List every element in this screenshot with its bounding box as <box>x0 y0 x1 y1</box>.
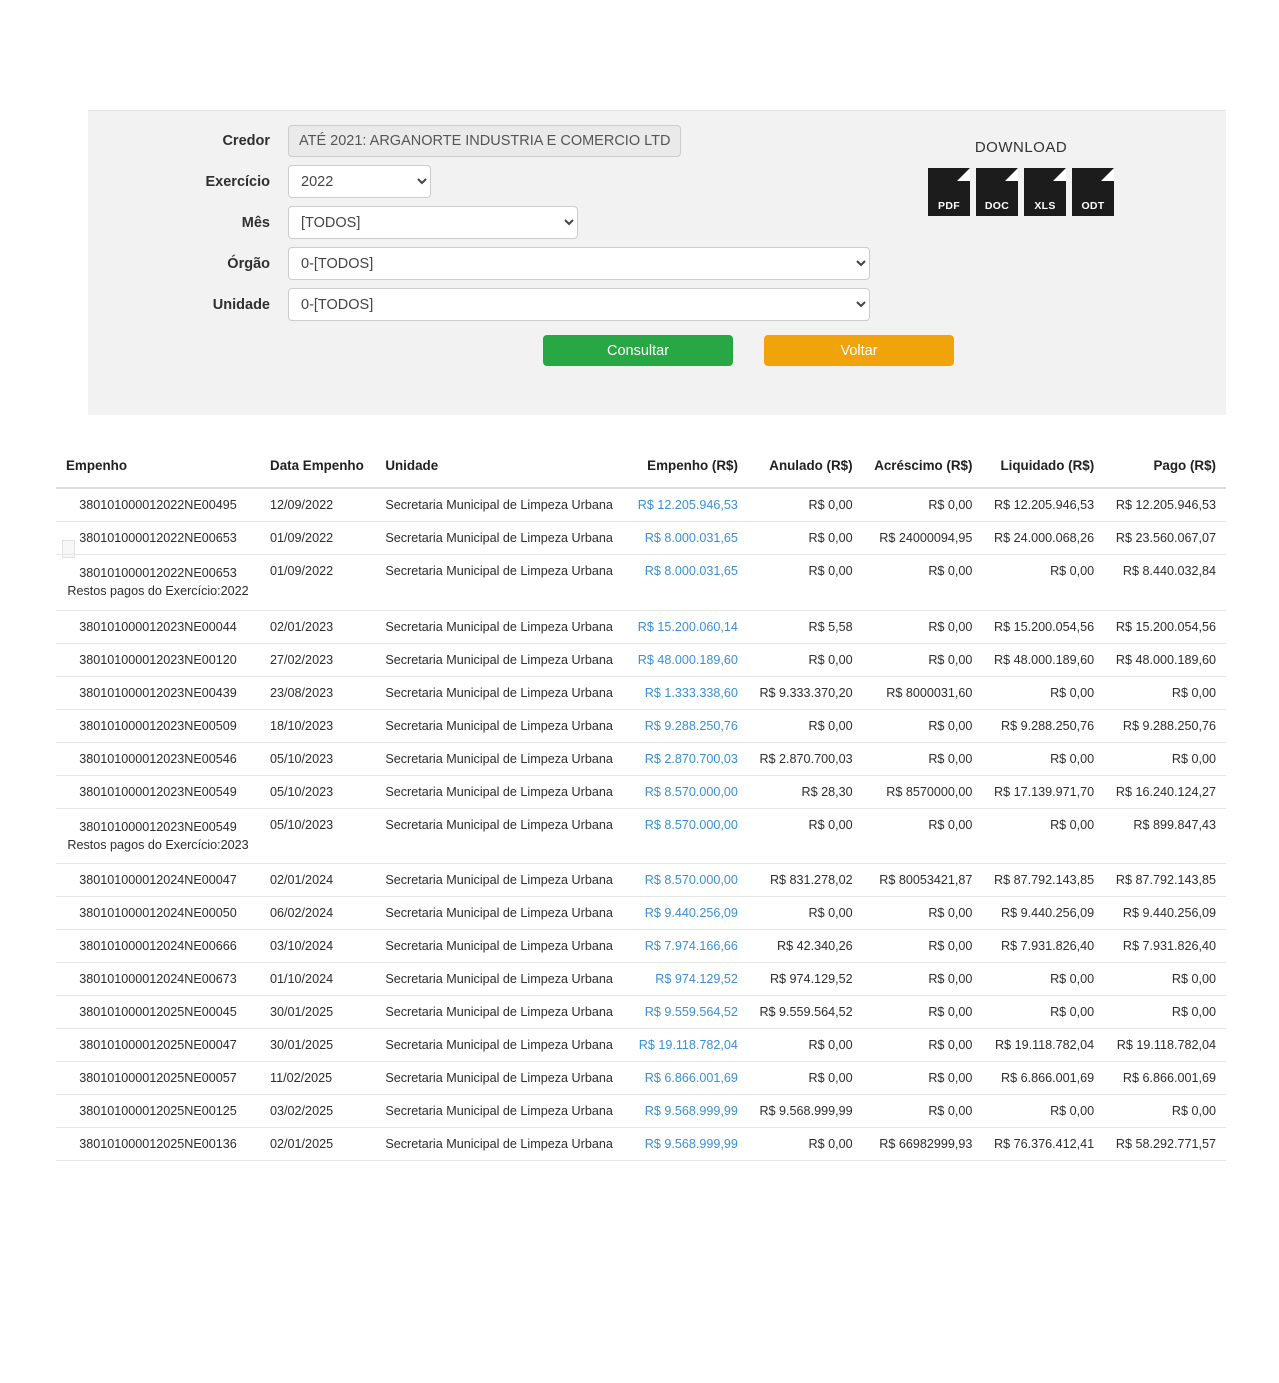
cell-data-empenho: 12/09/2022 <box>260 488 375 522</box>
table-row <box>56 488 1226 522</box>
cell-empenho: 380101000012025NE00136 <box>56 1128 260 1161</box>
cell-acrescimo: R$ 0,00 <box>863 488 983 522</box>
cell-anulado: R$ 0,00 <box>748 522 863 555</box>
cell-empenho: 380101000012023NE00546 <box>56 742 260 775</box>
cell-liquidado: R$ 19.118.782,04 <box>982 1029 1104 1062</box>
cell-data-empenho: 27/02/2023 <box>260 643 375 676</box>
pdf-file-icon[interactable] <box>928 168 970 216</box>
cell-liquidado: R$ 7.931.826,40 <box>982 930 1104 963</box>
cell-empenho-valor[interactable]: R$ 8.570.000,00 <box>626 808 748 864</box>
cell-unidade: Secretaria Municipal de Limpeza Urbana <box>375 488 626 522</box>
cell-pago: R$ 8.440.032,84 <box>1104 555 1226 611</box>
cell-liquidado: R$ 9.288.250,76 <box>982 709 1104 742</box>
credor-label: Credor <box>222 133 270 149</box>
table-row <box>56 930 1226 963</box>
cell-acrescimo: R$ 66982999,93 <box>863 1128 983 1161</box>
cell-empenho: 380101000012022NE00653 <box>56 522 260 555</box>
cell-pago: R$ 15.200.054,56 <box>1104 610 1226 643</box>
cell-data-empenho: 05/10/2023 <box>260 742 375 775</box>
cell-empenho-valor[interactable]: R$ 8.570.000,00 <box>626 775 748 808</box>
cell-acrescimo: R$ 0,00 <box>863 742 983 775</box>
col-liquidado: Liquidado (R$) <box>982 444 1104 488</box>
cell-empenho-valor[interactable]: R$ 8.000.031,65 <box>626 555 748 611</box>
cell-anulado: R$ 0,00 <box>748 643 863 676</box>
cell-empenho: 380101000012023NE00509 <box>56 709 260 742</box>
table-row <box>56 808 1226 864</box>
cell-pago: R$ 48.000.189,60 <box>1104 643 1226 676</box>
cell-liquidado: R$ 0,00 <box>982 1095 1104 1128</box>
cell-anulado: R$ 0,00 <box>748 488 863 522</box>
cell-pago: R$ 9.440.256,09 <box>1104 897 1226 930</box>
cell-acrescimo: R$ 0,00 <box>863 996 983 1029</box>
exercicio-select[interactable] <box>288 165 431 198</box>
cell-liquidado: R$ 0,00 <box>982 963 1104 996</box>
cell-anulado: R$ 9.559.564,52 <box>748 996 863 1029</box>
table-row <box>56 963 1226 996</box>
col-pago: Pago (R$) <box>1104 444 1226 488</box>
cell-empenho: 380101000012024NE00047 <box>56 864 260 897</box>
cell-liquidado: R$ 0,00 <box>982 996 1104 1029</box>
cell-empenho: 380101000012023NE00549 Restos pagos do Exercício:2023 <box>56 808 260 864</box>
cell-anulado: R$ 0,00 <box>748 808 863 864</box>
cell-pago: R$ 899.847,43 <box>1104 808 1226 864</box>
cell-unidade: Secretaria Municipal de Limpeza Urbana <box>375 775 626 808</box>
results-table-container <box>56 444 1226 1161</box>
cell-anulado: R$ 0,00 <box>748 555 863 611</box>
cell-unidade: Secretaria Municipal de Limpeza Urbana <box>375 864 626 897</box>
cell-data-empenho: 18/10/2023 <box>260 709 375 742</box>
cell-acrescimo: R$ 0,00 <box>863 930 983 963</box>
table-row <box>56 864 1226 897</box>
cell-empenho-valor[interactable]: R$ 7.974.166,66 <box>626 930 748 963</box>
cell-data-empenho: 01/10/2024 <box>260 963 375 996</box>
cell-empenho-valor[interactable]: R$ 8.570.000,00 <box>626 864 748 897</box>
cell-liquidado: R$ 0,00 <box>982 555 1104 611</box>
download-title: DOWNLOAD <box>974 139 1068 156</box>
cell-acrescimo: R$ 80053421,87 <box>863 864 983 897</box>
table-row <box>56 1029 1226 1062</box>
cell-data-empenho: 30/01/2025 <box>260 1029 375 1062</box>
cell-liquidado: R$ 0,00 <box>982 676 1104 709</box>
doc-label: DOC <box>984 200 1010 212</box>
cell-empenho-valor[interactable]: R$ 1.333.338,60 <box>626 676 748 709</box>
credor-value: ATÉ 2021: ARGANORTE INDUSTRIA E COMERCIO LTD <box>288 125 681 157</box>
cell-data-empenho: 01/09/2022 <box>260 555 375 611</box>
table-row <box>56 610 1226 643</box>
pdf-label: PDF <box>938 200 960 212</box>
cell-empenho: 380101000012023NE00549 <box>56 775 260 808</box>
cell-pago: R$ 0,00 <box>1104 676 1226 709</box>
cell-empenho: 380101000012025NE00057 <box>56 1062 260 1095</box>
cell-empenho: 380101000012023NE00044 <box>56 610 260 643</box>
cell-unidade: Secretaria Municipal de Limpeza Urbana <box>375 522 626 555</box>
table-row <box>56 709 1226 742</box>
cell-pago: R$ 7.931.826,40 <box>1104 930 1226 963</box>
cell-data-empenho: 02/01/2023 <box>260 610 375 643</box>
cell-pago: R$ 9.288.250,76 <box>1104 709 1226 742</box>
cell-empenho: 380101000012024NE00050 <box>56 897 260 930</box>
cell-acrescimo: R$ 0,00 <box>863 1095 983 1128</box>
cell-empenho: 380101000012023NE00439 <box>56 676 260 709</box>
orgao-select[interactable] <box>288 247 870 280</box>
cell-unidade: Secretaria Municipal de Limpeza Urbana <box>375 1095 626 1128</box>
odt-file-icon[interactable] <box>1072 168 1114 216</box>
cell-anulado: R$ 831.278,02 <box>748 864 863 897</box>
table-row <box>56 1062 1226 1095</box>
cell-unidade: Secretaria Municipal de Limpeza Urbana <box>375 1062 626 1095</box>
mes-label: Mês <box>241 214 270 231</box>
cell-liquidado: R$ 87.792.143,85 <box>982 864 1104 897</box>
cell-acrescimo: R$ 8000031,60 <box>863 676 983 709</box>
cell-empenho-valor[interactable]: R$ 19.118.782,04 <box>626 1029 748 1062</box>
table-row <box>56 643 1226 676</box>
cell-data-empenho: 03/02/2025 <box>260 1095 375 1128</box>
xls-label: XLS <box>1034 200 1056 212</box>
cell-anulado: R$ 0,00 <box>748 897 863 930</box>
cell-empenho: 380101000012022NE00495 <box>56 488 260 522</box>
col-unidade: Unidade <box>375 444 626 488</box>
cell-liquidado: R$ 0,00 <box>982 742 1104 775</box>
cell-anulado: R$ 0,00 <box>748 1128 863 1161</box>
cell-unidade: Secretaria Municipal de Limpeza Urbana <box>375 555 626 611</box>
cell-empenho: 380101000012024NE00673 <box>56 963 260 996</box>
cell-empenho: 380101000012025NE00045 <box>56 996 260 1029</box>
cell-liquidado: R$ 24.000.068,26 <box>982 522 1104 555</box>
col-acrescimo: Acréscimo (R$) <box>863 444 983 488</box>
exercicio-label: Exercício <box>205 173 270 190</box>
table-row <box>56 1128 1226 1161</box>
cell-pago: R$ 0,00 <box>1104 996 1226 1029</box>
action-buttons <box>543 335 1226 366</box>
table-header <box>56 444 1226 488</box>
orgao-label: Órgão <box>227 255 270 272</box>
table-row <box>56 996 1226 1029</box>
cell-pago: R$ 58.292.771,57 <box>1104 1128 1226 1161</box>
cell-empenho-valor[interactable]: R$ 8.000.031,65 <box>626 522 748 555</box>
cell-acrescimo: R$ 0,00 <box>863 1029 983 1062</box>
cell-empenho-valor[interactable]: R$ 6.866.001,69 <box>626 1062 748 1095</box>
cell-acrescimo: R$ 0,00 <box>863 610 983 643</box>
cell-anulado: R$ 9.333.370,20 <box>748 676 863 709</box>
mes-select[interactable] <box>288 206 578 239</box>
cell-empenho: 380101000012025NE00125 <box>56 1095 260 1128</box>
cell-empenho-valor[interactable]: R$ 9.568.999,99 <box>626 1128 748 1161</box>
cell-empenho-valor[interactable]: R$ 12.205.946,53 <box>626 488 748 522</box>
cell-acrescimo: R$ 0,00 <box>863 808 983 864</box>
cell-unidade: Secretaria Municipal de Limpeza Urbana <box>375 610 626 643</box>
cell-pago: R$ 87.792.143,85 <box>1104 864 1226 897</box>
cell-pago: R$ 16.240.124,27 <box>1104 775 1226 808</box>
cell-liquidado: R$ 17.139.971,70 <box>982 775 1104 808</box>
cell-unidade: Secretaria Municipal de Limpeza Urbana <box>375 897 626 930</box>
cell-pago: R$ 23.560.067,07 <box>1104 522 1226 555</box>
cell-data-empenho: 30/01/2025 <box>260 996 375 1029</box>
filter-panel <box>88 110 1226 415</box>
col-data-empenho: Data Empenho <box>260 444 375 488</box>
empenhos-table <box>56 444 1226 1161</box>
cell-data-empenho: 06/02/2024 <box>260 897 375 930</box>
cell-data-empenho: 01/09/2022 <box>260 522 375 555</box>
cell-empenho-valor[interactable]: R$ 9.559.564,52 <box>626 996 748 1029</box>
download-section <box>896 139 1146 216</box>
cell-liquidado: R$ 9.440.256,09 <box>982 897 1104 930</box>
cell-pago: R$ 0,00 <box>1104 742 1226 775</box>
cell-acrescimo: R$ 0,00 <box>863 963 983 996</box>
cell-anulado: R$ 0,00 <box>748 1029 863 1062</box>
cell-anulado: R$ 0,00 <box>748 1062 863 1095</box>
cell-data-empenho: 02/01/2025 <box>260 1128 375 1161</box>
voltar-button[interactable]: Voltar <box>764 335 954 366</box>
cell-empenho-valor[interactable]: R$ 2.870.700,03 <box>626 742 748 775</box>
cell-anulado: R$ 5,58 <box>748 610 863 643</box>
download-icons <box>896 168 1146 216</box>
cell-data-empenho: 11/02/2025 <box>260 1062 375 1095</box>
table-row <box>56 742 1226 775</box>
cell-unidade: Secretaria Municipal de Limpeza Urbana <box>375 930 626 963</box>
cell-empenho: 380101000012023NE00120 <box>56 643 260 676</box>
cell-empenho-valor[interactable]: R$ 15.200.060,14 <box>626 610 748 643</box>
cell-liquidado: R$ 48.000.189,60 <box>982 643 1104 676</box>
cell-data-empenho: 02/01/2024 <box>260 864 375 897</box>
cell-unidade: Secretaria Municipal de Limpeza Urbana <box>375 996 626 1029</box>
cell-acrescimo: R$ 0,00 <box>863 897 983 930</box>
cell-liquidado: R$ 15.200.054,56 <box>982 610 1104 643</box>
cell-unidade: Secretaria Municipal de Limpeza Urbana <box>375 676 626 709</box>
table-row <box>56 522 1226 555</box>
cell-unidade: Secretaria Municipal de Limpeza Urbana <box>375 808 626 864</box>
cell-empenho: 380101000012022NE00653 Restos pagos do Exercício:2022 <box>56 555 260 611</box>
cell-data-empenho: 03/10/2024 <box>260 930 375 963</box>
cell-acrescimo: R$ 0,00 <box>863 643 983 676</box>
cell-empenho-valor[interactable]: R$ 9.440.256,09 <box>626 897 748 930</box>
cell-data-empenho: 05/10/2023 <box>260 775 375 808</box>
col-anulado: Anulado (R$) <box>748 444 863 488</box>
col-empenho: Empenho <box>56 444 260 488</box>
unidade-label: Unidade <box>212 296 270 313</box>
cell-unidade: Secretaria Municipal de Limpeza Urbana <box>375 742 626 775</box>
cell-data-empenho: 23/08/2023 <box>260 676 375 709</box>
cell-anulado: R$ 9.568.999,99 <box>748 1095 863 1128</box>
table-row <box>56 676 1226 709</box>
xls-file-icon[interactable] <box>1024 168 1066 216</box>
cell-unidade: Secretaria Municipal de Limpeza Urbana <box>375 709 626 742</box>
cell-liquidado: R$ 6.866.001,69 <box>982 1062 1104 1095</box>
cell-pago: R$ 0,00 <box>1104 963 1226 996</box>
cell-pago: R$ 6.866.001,69 <box>1104 1062 1226 1095</box>
consultar-button[interactable]: Consultar <box>543 335 733 366</box>
cell-empenho-valor[interactable]: R$ 9.568.999,99 <box>626 1095 748 1128</box>
cell-acrescimo: R$ 8570000,00 <box>863 775 983 808</box>
cell-acrescimo: R$ 0,00 <box>863 1062 983 1095</box>
table-row <box>56 775 1226 808</box>
cell-empenho: 380101000012024NE00666 <box>56 930 260 963</box>
cell-empenho-valor[interactable]: R$ 974.129,52 <box>626 963 748 996</box>
cell-unidade: Secretaria Municipal de Limpeza Urbana <box>375 963 626 996</box>
cell-liquidado: R$ 76.376.412,41 <box>982 1128 1104 1161</box>
table-row <box>56 897 1226 930</box>
cell-pago: R$ 19.118.782,04 <box>1104 1029 1226 1062</box>
cell-acrescimo: R$ 24000094,95 <box>863 522 983 555</box>
cell-anulado: R$ 0,00 <box>748 709 863 742</box>
cell-empenho-valor[interactable]: R$ 9.288.250,76 <box>626 709 748 742</box>
cell-liquidado: R$ 12.205.946,53 <box>982 488 1104 522</box>
cell-empenho: 380101000012025NE00047 <box>56 1029 260 1062</box>
cell-empenho-valor[interactable]: R$ 48.000.189,60 <box>626 643 748 676</box>
unidade-select[interactable] <box>288 288 870 321</box>
cell-liquidado: R$ 0,00 <box>982 808 1104 864</box>
unidade-row <box>88 288 1226 321</box>
cell-pago: R$ 0,00 <box>1104 1095 1226 1128</box>
col-empenho-valor: Empenho (R$) <box>626 444 748 488</box>
doc-file-icon[interactable] <box>976 168 1018 216</box>
table-row <box>56 1095 1226 1128</box>
cell-anulado: R$ 28,30 <box>748 775 863 808</box>
cell-anulado: R$ 42.340,26 <box>748 930 863 963</box>
table-header-row <box>56 444 1226 488</box>
cell-pago: R$ 12.205.946,53 <box>1104 488 1226 522</box>
table-body <box>56 488 1226 1161</box>
table-row <box>56 555 1226 611</box>
odt-label: ODT <box>1081 200 1105 212</box>
cell-anulado: R$ 2.870.700,03 <box>748 742 863 775</box>
cell-acrescimo: R$ 0,00 <box>863 709 983 742</box>
cell-acrescimo: R$ 0,00 <box>863 555 983 611</box>
cell-data-empenho: 05/10/2023 <box>260 808 375 864</box>
cell-unidade: Secretaria Municipal de Limpeza Urbana <box>375 643 626 676</box>
orgao-row <box>88 247 1226 280</box>
cell-unidade: Secretaria Municipal de Limpeza Urbana <box>375 1128 626 1161</box>
cell-unidade: Secretaria Municipal de Limpeza Urbana <box>375 1029 626 1062</box>
cell-anulado: R$ 974.129,52 <box>748 963 863 996</box>
